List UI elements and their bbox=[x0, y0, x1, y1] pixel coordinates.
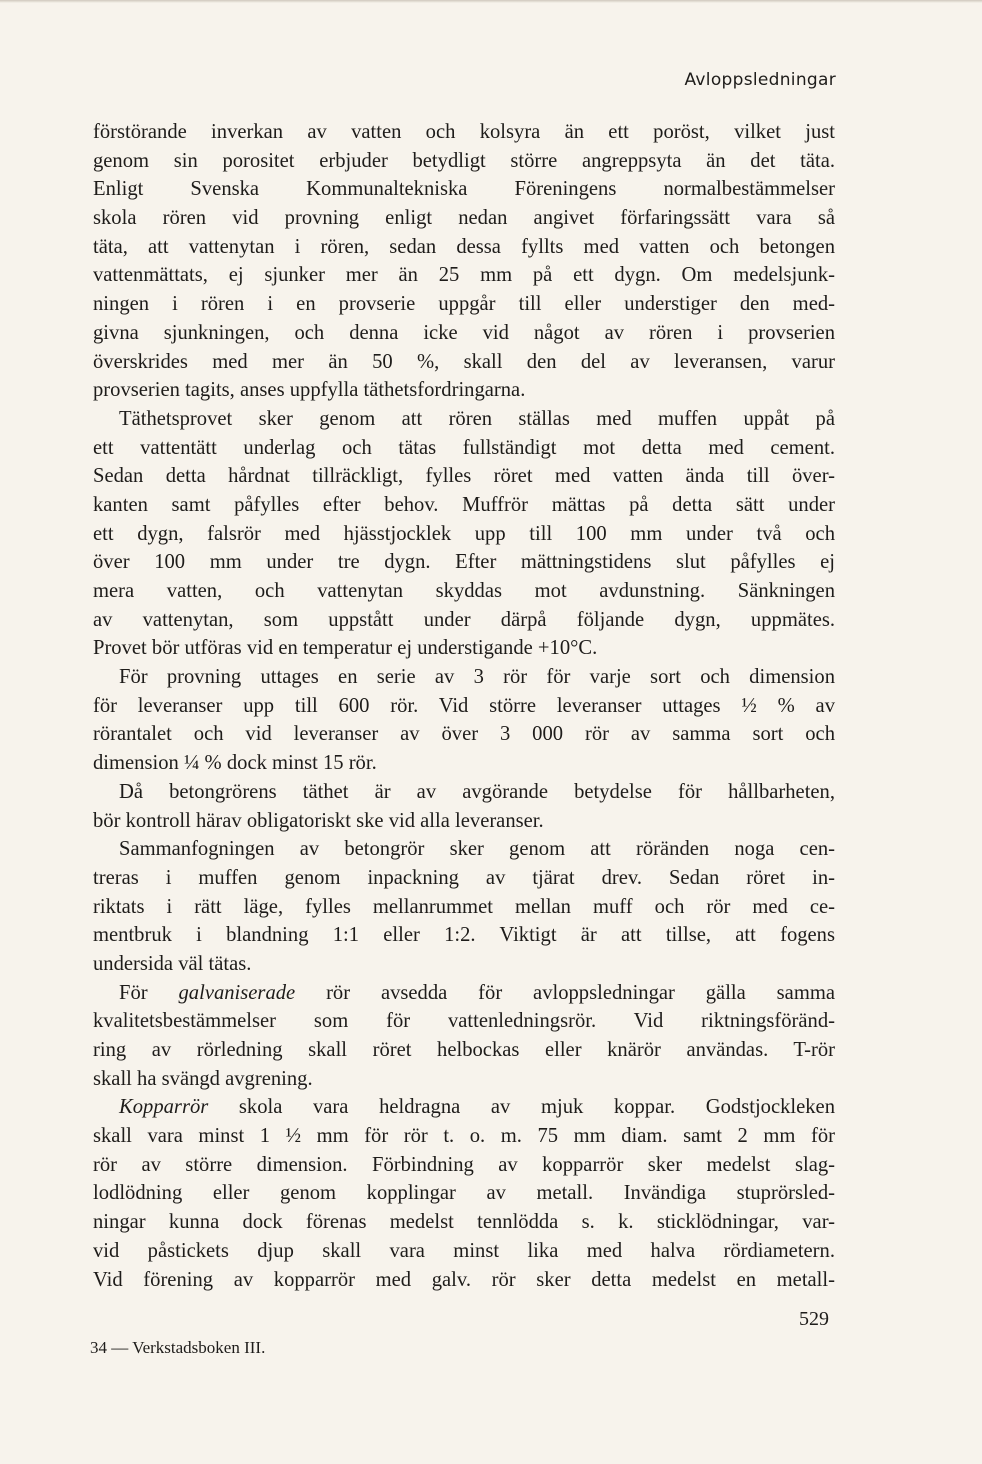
text-line: treras i muffen genom inpackning av tjärat drev. Sedan röret in- bbox=[93, 866, 835, 889]
text-line: ett dygn, falsrör med hjässtjocklek upp till 100 mm under två och bbox=[93, 522, 835, 545]
text-line: givna sjunkningen, och denna icke vid något av rören i provserien bbox=[93, 321, 835, 344]
text-line: ring av rörledning skall röret helbockas eller knärör användas. T-rör bbox=[93, 1039, 835, 1061]
text-line: riktats i rätt läge, fylles mellanrummet mellan muff och rör med ce- bbox=[93, 895, 835, 918]
text-line: För provning uttages en serie av 3 rör för varje sort och dimension bbox=[119, 666, 835, 689]
text-line: för leveranser upp till 600 rör. Vid större leveranser uttages ½ % av bbox=[93, 694, 835, 717]
footer-signature: 34 — Verkstadsboken III. bbox=[90, 1338, 266, 1357]
text-line: Sedan detta hårdnat tillräckligt, fylles röret med vatten ända till över- bbox=[93, 465, 835, 488]
page-number: 529 bbox=[799, 1308, 829, 1330]
text-line: kvalitetsbestämmelser som för vattenledningsrör. Vid riktningsföränd- bbox=[93, 1010, 835, 1033]
text-line: ett vattentätt underlag och tätas fullständigt mot detta med cement. bbox=[93, 436, 835, 459]
text-line: över 100 mm under tre dygn. Efter mättningstidens slut påfylles ej bbox=[93, 551, 835, 574]
text-line: kanten samt påfylles efter behov. Muffrör mättas på detta sätt under bbox=[93, 493, 835, 516]
text-line: täta, att vattenytan i rören, sedan dessa fyllts med vatten och betongen bbox=[93, 235, 835, 258]
text-line: ningar kunna dock förenas medelst tennlödda s. k. sticklödningar, var- bbox=[93, 1211, 835, 1234]
text-line: Kopparrör skola vara heldragna av mjuk koppar. Godstjockleken bbox=[119, 1096, 835, 1119]
text-line: ningen i rören i en provserie uppgår till eller understiger den med- bbox=[93, 293, 835, 316]
running-header: Avloppsledningar bbox=[684, 70, 836, 90]
text-line: vid påstickets djup skall vara minst lika med halva rördiametern. bbox=[93, 1239, 835, 1262]
text-line: rörantalet och vid leveranser av över 3 000 rör av samma sort och bbox=[93, 723, 835, 746]
text-line: mentbruk i blandning 1:1 eller 1:2. Viktigt är att tillse, att fogens bbox=[93, 924, 835, 947]
text-line: genom sin porositet erbjuder betydligt större angreppsyta än det täta. bbox=[93, 149, 835, 172]
italic-term: Kopparrör bbox=[119, 1096, 209, 1119]
text-line: dimension ¼ % dock minst 15 rör. bbox=[93, 752, 377, 775]
text-line: Enligt Svenska Kommunaltekniska Föreningens normalbestämmelser bbox=[93, 178, 835, 201]
text-line: rör av större dimension. Förbindning av kopparrör sker medelst slag- bbox=[93, 1153, 835, 1176]
text-line: Täthetsprovet sker genom att rören ställas med muffen uppåt på bbox=[119, 407, 835, 430]
text-line: vattenmättats, ej sjunker mer än 25 mm på ett dygn. Om medelsjunk- bbox=[93, 264, 835, 287]
text-line: Provet bör utföras vid en temperatur ej understigande +10°C. bbox=[93, 637, 598, 660]
text-line: av vattenytan, som uppstått under därpå följande dygn, uppmätes. bbox=[93, 608, 835, 631]
text-line: undersida väl tätas. bbox=[93, 952, 252, 975]
text-line: provserien tagits, anses uppfylla täthetsfordringarna. bbox=[93, 379, 526, 402]
text-line: förstörande inverkan av vatten och kolsyra än ett poröst, vilket just bbox=[93, 121, 835, 143]
italic-term: galvaniserade bbox=[178, 981, 296, 1004]
text-line: Sammanfogningen av betongrör sker genom att röränden noga cen- bbox=[119, 838, 835, 861]
page-top-edge bbox=[0, 0, 982, 3]
text-line: skola rören vid provning enligt nedan angivet förfaringssätt vara så bbox=[93, 207, 835, 230]
text-line: överskrides med mer än 50 %, skall den del av leveransen, varur bbox=[93, 350, 835, 373]
text-line: Vid förening av kopparrör med galv. rör sker detta medelst en metall- bbox=[93, 1268, 835, 1291]
body-text bbox=[93, 118, 835, 1294]
text-line: mera vatten, och vattenytan skyddas mot avdunstning. Sänkningen bbox=[93, 580, 835, 602]
text-line: För galvaniserade rör avsedda för avloppsledningar gälla samma bbox=[119, 981, 835, 1004]
text-line: Då betongrörens täthet är av avgörande betydelse för hållbarheten, bbox=[119, 780, 835, 803]
text-line: skall vara minst 1 ½ mm för rör t. o. m. 75 mm diam. samt 2 mm för bbox=[93, 1125, 835, 1148]
text-line: lodlödning eller genom kopplingar av metall. Invändiga stuprörsled- bbox=[93, 1182, 835, 1205]
text-line: bör kontroll härav obligatoriskt ske vid alla leveranser. bbox=[93, 809, 544, 832]
text-line: skall ha svängd avgrening. bbox=[93, 1067, 313, 1090]
